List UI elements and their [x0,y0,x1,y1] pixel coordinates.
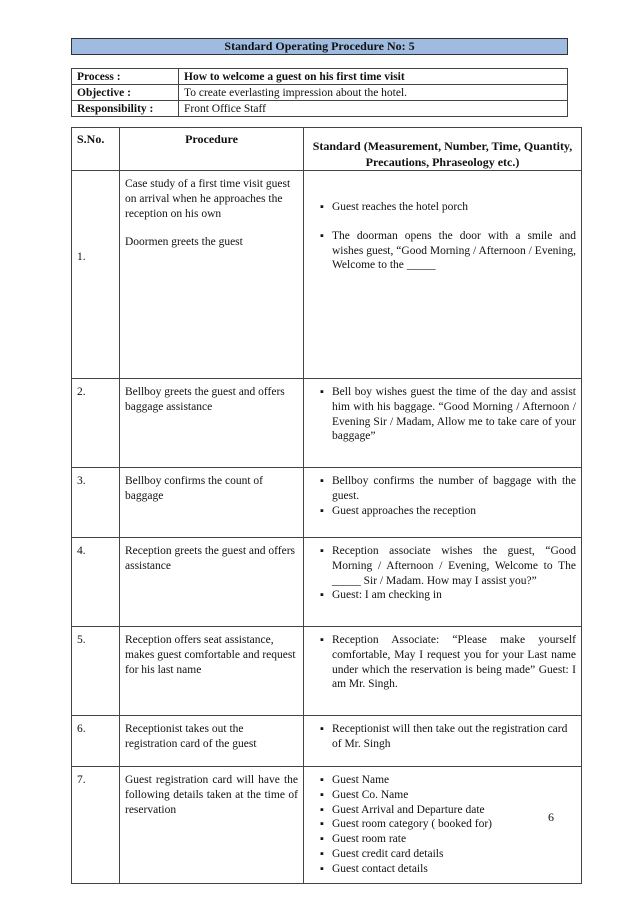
bullet-item: ▪ Guest Arrival and Departure date [320,803,576,818]
table-row [72,379,582,468]
bullet-item: ▪ Reception Associate: “Please make yourself comfortable, May I request you for your Last name under which the reservation is being made” Guest: I am Mr. Singh. [320,633,576,692]
bullet-item: ▪ Guest: I am checking in [320,588,576,603]
bullet-item: ▪ Reception associate wishes the guest, “Good Morning / Afternoon / Evening, Welcome to The _____ Sir / Madam. How may I assist you?” [320,544,576,588]
table-row [72,716,582,767]
bullet-item: ▪ Guest contact details [320,862,576,877]
row-standard [304,716,582,767]
procedure-intro: Case study of a first time visit guest on arrival when he approaches the reception on his own [125,178,291,220]
table-row [72,627,582,716]
info-value: How to welcome a guest on his first time visit [179,69,568,85]
info-row-process [72,69,568,85]
row-sno: 5. [72,627,120,716]
bullet-item: ▪ Bellboy confirms the number of baggage with the guest. [320,474,576,504]
row-sno: 6. [72,716,120,767]
info-value: Front Office Staff [179,101,568,117]
header-procedure: Procedure [120,128,304,171]
row-sno: 4. [72,538,120,627]
row-sno: 3. [72,468,120,538]
table-row [72,767,582,884]
header-standard [304,128,582,171]
bullet-item: ▪ Guest room rate [320,832,576,847]
row-standard [304,767,582,884]
procedure-table [71,127,582,884]
row-procedure [120,171,304,379]
table-row [72,538,582,627]
row-sno: 7. [72,767,120,884]
bullet-item: ▪ Receptionist will then take out the registration card of Mr. Singh [320,722,576,752]
row-procedure: Reception offers seat assistance, makes guest comfortable and request for his last name [120,627,304,716]
bullet-item: ▪ Guest approaches the reception [320,504,576,519]
table-header-row [72,128,582,171]
sop-info-table [71,68,568,117]
procedure-text: Doormen greets the guest [125,236,243,249]
table-row [72,171,582,379]
bullet-item: ▪ Guest room category ( booked for) [320,817,576,832]
row-standard [304,171,582,379]
row-procedure: Reception greets the guest and offers assistance [120,538,304,627]
header-standard-text: Standard (Measurement, Number, Time, Quantity, Precautions, Phraseology etc.) [312,139,573,169]
row-standard [304,379,582,468]
sop-title: Standard Operating Procedure No: 5 [71,38,568,55]
row-procedure: Bellboy confirms the count of baggage [120,468,304,538]
bullet-item: ▪ Guest credit card details [320,847,576,862]
info-row-responsibility [72,101,568,117]
info-label: Responsibility : [72,101,179,117]
bullet-item: ▪ Guest reaches the hotel porch [320,200,576,215]
row-sno: 2. [72,379,120,468]
bullet-item: ▪ The doorman opens the door with a smile and wishes guest, “Good Morning / Afternoon / Evening, Welcome to the _____ [320,229,576,273]
row-procedure: Guest registration card will have the following details taken at the time of reservation [120,767,304,884]
row-standard [304,627,582,716]
info-row-objective [72,85,568,101]
bullet-item: ▪ Bell boy wishes guest the time of the day and assist him with his baggage. “Good Morning / Afternoon / Evening Sir / Madam, Allow me to take care of your baggage” [320,385,576,444]
header-sno: S.No. [72,128,120,171]
bullet-item: ▪ Guest Co. Name [320,788,576,803]
info-label: Process : [72,69,179,85]
row-sno: 1. [72,171,120,379]
page-number: 6 [548,810,554,824]
row-procedure: Receptionist takes out the registration card of the guest [120,716,304,767]
info-value: To create everlasting impression about the hotel. [179,85,568,101]
row-standard [304,468,582,538]
table-row [72,468,582,538]
row-procedure: Bellboy greets the guest and offers baggage assistance [120,379,304,468]
info-label: Objective : [72,85,179,101]
bullet-item: ▪ Guest Name [320,773,576,788]
row-standard [304,538,582,627]
